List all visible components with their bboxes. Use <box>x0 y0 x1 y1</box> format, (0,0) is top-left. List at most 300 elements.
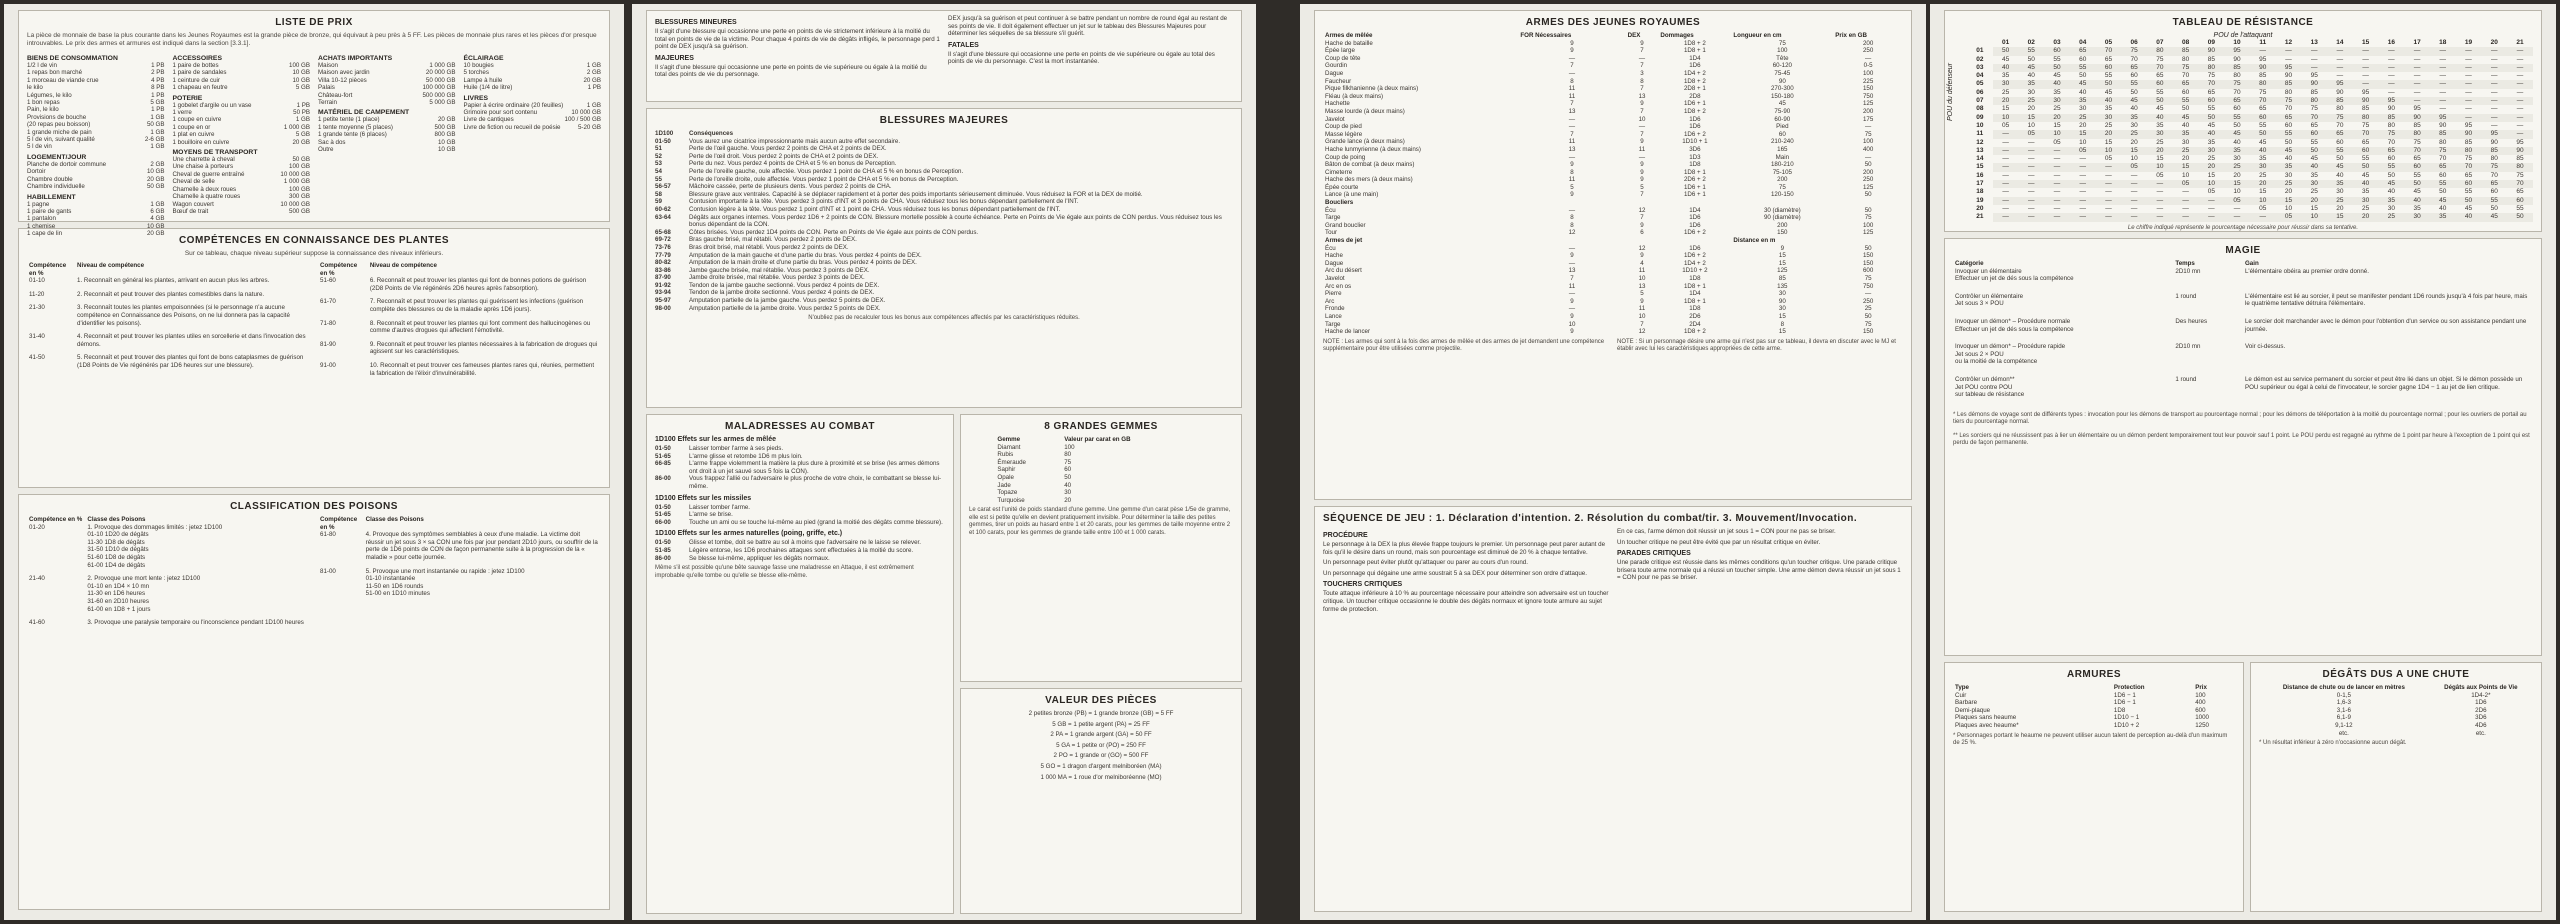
plant-desc <box>368 341 601 362</box>
major-wound-roll: 51 <box>655 145 662 153</box>
plant-row <box>27 333 310 354</box>
resistance-cell: — <box>2481 47 2507 55</box>
price-value: 20 GB <box>292 138 310 146</box>
price-item: (20 repas peu boisson) <box>27 121 91 129</box>
resistance-cell: — <box>2490 88 2498 96</box>
weapons-header-cell: Longueur en cm <box>1733 32 1782 39</box>
price-item: Une chaise à porteurs <box>172 163 234 171</box>
price-item: Terrain <box>318 99 337 107</box>
melee-weapon-row-cell: 1D6 <box>1689 123 1701 131</box>
resistance-cell: — <box>2250 213 2276 221</box>
price-value: 2 GB <box>150 160 165 168</box>
armor-header-cell: Protection <box>2113 684 2145 691</box>
price-row <box>318 139 456 146</box>
poison-subitem: 51-60 1D8 de dégâts <box>87 553 146 561</box>
resistance-cell: 30 <box>2353 197 2379 205</box>
fall-row <box>2259 730 2533 738</box>
price-row <box>464 102 602 109</box>
resistance-cell: — <box>2044 163 2070 171</box>
ranged-weapon-row <box>1323 328 1903 336</box>
resistance-cell: 20 <box>2353 213 2379 221</box>
magic-cell-line: 2D10 mn <box>2175 267 2201 275</box>
melee-weapon-row-cell: 1D4 <box>1689 54 1701 62</box>
resistance-cell: 55 <box>2259 121 2267 129</box>
resistance-cell: — <box>2301 47 2327 55</box>
ranged-weapon-row <box>1323 313 1903 321</box>
melee-weapon-row-cell: Fléau (à deux mains) <box>1325 92 1384 100</box>
ranged-weapon-row-cell: 15 <box>1778 259 1786 267</box>
critical-parries-heading: PARADES CRITIQUES <box>1617 550 1691 558</box>
melee-weapon-row-cell: Main <box>1775 153 1790 161</box>
resistance-cell: 75 <box>2362 121 2370 129</box>
shield-row-cell: 1D6 <box>1689 221 1701 229</box>
resistance-note: Le chiffre indiqué représente le pourcentage nécessaire pour réussir dans sa tentative. <box>2127 224 2359 231</box>
fall-cell: 1D6 <box>2475 699 2487 707</box>
resistance-cell: — <box>2002 155 2009 163</box>
resistance-cell: 60 <box>2456 180 2482 188</box>
ranged-weapon-row-cell: 9 <box>1570 312 1574 320</box>
resistance-cell: 65 <box>2276 114 2302 122</box>
major-wound-row <box>655 176 1233 184</box>
major-wound-roll: 63-64 <box>655 213 671 221</box>
resistance-col-header: 08 <box>2181 39 2190 46</box>
resistance-cell: 75 <box>2379 130 2405 138</box>
resistance-cell: 40 <box>1993 64 2019 72</box>
price-item: 1 paire de bottes <box>172 62 219 69</box>
ranged-weapon-row-cell: — <box>1568 305 1576 313</box>
fumbles-title: MALADRESSES AU COMBAT <box>725 421 875 432</box>
melee-weapon-row-cell: 7 <box>1640 191 1644 199</box>
melee-weapon-row-cell: — <box>1638 123 1646 131</box>
price-row <box>27 143 165 150</box>
resistance-cell: 70 <box>2353 130 2379 138</box>
poison-header-pct: Compétence en % <box>320 516 358 531</box>
resistance-cell: 35 <box>2001 72 2010 80</box>
poison-table-right <box>318 516 601 604</box>
gem-row <box>995 474 1206 482</box>
coins-title: VALEUR DES PIÈCES <box>1045 695 1157 706</box>
resistance-cell: 05 <box>2276 213 2302 221</box>
ranged-weapon-row <box>1323 298 1903 306</box>
melee-weapon-row-cell: 9 <box>1640 138 1644 146</box>
resistance-cell: 25 <box>2310 188 2318 196</box>
resistance-cell: 65 <box>2464 171 2473 179</box>
armor-cell: 1D8 <box>2113 706 2126 714</box>
magic-note-2: ** Les sorciers qui ne réussissent pas à lier un élémentaire ou un démon perdent temporairement tout leur pouvoir sauf 1 point. Le POU perdu est regagné au rythme de 1 point par heure à l'exception de 1 point qui est perdu de façon permanente. <box>1953 432 2530 446</box>
melee-weapon-row-cell: 11 <box>1568 176 1576 184</box>
ranged-weapon-row-cell: 150 <box>1862 259 1874 267</box>
melee-weapon-row-cell: 9 <box>1640 39 1644 47</box>
page-right-1 <box>1300 4 1926 920</box>
major-wound-text: Perte de l'œil gauche. Vous perdez 2 points de CHA et 2 points de DEX. <box>689 145 887 153</box>
resistance-cell: 80 <box>2336 105 2344 113</box>
resistance-cell: 60 <box>2490 188 2498 196</box>
resistance-cell: 15 <box>2224 180 2250 188</box>
resistance-cell: 10 <box>2250 197 2276 205</box>
price-value: 1 000 GB <box>429 62 456 69</box>
fumble-roll: 86-00 <box>655 554 671 562</box>
resistance-cell: — <box>2250 47 2276 55</box>
resistance-cell: 40 <box>2198 130 2224 138</box>
minor-text-2: DEX jusqu'à sa guérison et peut continuer à se battre pendant un nombre de round égal au restant de ses points de vie. Il doit également effectuer un jet sur le tableau des Blessures Majeures pour déterminer les séquelles de sa blessure s'il guérit. <box>948 15 1228 38</box>
resistance-cell: — <box>1993 130 2019 138</box>
price-value: 100 GB <box>289 163 310 171</box>
plant-skills <box>18 228 610 488</box>
resistance-cell: 95 <box>2413 105 2421 113</box>
ranged-weapon-row <box>1323 290 1903 298</box>
resistance-cell: 25 <box>2018 97 2044 105</box>
major-wound-row <box>655 244 1233 252</box>
resistance-cell: — <box>2053 188 2061 196</box>
melee-weapon-row <box>1323 55 1903 63</box>
resistance-cell: 35 <box>2053 88 2061 96</box>
melee-weapon-row <box>1323 138 1903 146</box>
price-item: Chamelle à deux roues <box>172 185 237 193</box>
price-row <box>173 69 311 76</box>
price-item: 1 plat en cuivre <box>172 131 215 139</box>
price-group-heading: HABILLEMENT <box>27 193 76 201</box>
major-wound-row <box>655 145 1233 153</box>
magic <box>1944 238 2542 656</box>
resistance-cell: 60 <box>2130 72 2138 80</box>
melee-weapon-row-cell: Masse lourde (à deux mains) <box>1325 107 1405 115</box>
major-wound-text: Bras droit brisé, mal rétabli. Vous perdez 2 points de DEX. <box>689 243 849 251</box>
armor-cell: 1D6 − 1 <box>2113 691 2136 699</box>
price-item: 1 paire de gants <box>27 207 72 215</box>
shield-row-cell: 12 <box>1638 206 1646 214</box>
resistance-cell: 90 <box>2284 72 2293 80</box>
price-row <box>27 208 165 215</box>
resistance-cell: 30 <box>2336 188 2344 196</box>
price-value: 4 GB <box>150 215 165 223</box>
melee-weapon-row-cell: — <box>1568 54 1576 62</box>
magic-cell-line: Des heures <box>2175 317 2208 325</box>
price-item: Villa 10-12 pièces <box>318 76 367 84</box>
resistance-cell: 40 <box>2250 147 2276 155</box>
shield-row-cell: 9 <box>1640 221 1644 229</box>
melee-weapon-row <box>1323 191 1903 199</box>
major-wound-text: Amputation partielle de la jambe gauche. Vous perdez 5 points de DEX. <box>689 297 886 305</box>
price-list <box>18 10 610 238</box>
ranged-weapon-row-cell: Hache de lancer <box>1325 328 1371 336</box>
fumble-group-heading: 1D100 Effets sur les armes de mêlée <box>655 436 777 443</box>
magic-cell-line: 2D10 mn <box>2175 343 2201 351</box>
melee-weapon-row-cell: 11 <box>1568 92 1576 100</box>
resistance-cell: 55 <box>2379 163 2405 171</box>
melee-weapon-row-cell: — <box>1865 153 1872 161</box>
resistance-cell: 05 <box>2224 197 2250 205</box>
price-item: 1/2 l de vin <box>27 62 57 69</box>
melee-weapon-row-cell: 9 <box>1570 47 1574 55</box>
poison-pct: 01-20 <box>29 523 45 531</box>
poison-desc <box>364 568 601 604</box>
resistance-cell: 70 <box>2096 47 2122 55</box>
price-row <box>318 92 456 99</box>
price-item: Dortoir <box>27 168 46 176</box>
resistance-attacker-label: POU de l'attaquant <box>2213 32 2273 39</box>
ranged-weapon-row-cell: Dague <box>1325 259 1344 267</box>
resistance-cell: — <box>2404 80 2430 88</box>
resistance-cell: — <box>2516 105 2524 113</box>
major-wound-row <box>655 267 1233 275</box>
resistance-row-header: 01 <box>1976 47 1984 55</box>
magic-cell-line: Jet sous 2 × POU <box>1955 350 2004 358</box>
resistance-cell: 05 <box>2018 130 2044 138</box>
major-wound-roll: 60-62 <box>655 205 671 213</box>
price-value: 500 000 GB <box>422 91 456 99</box>
resistance-cell: 30 <box>2147 130 2173 138</box>
price-value: 1 GB <box>150 143 165 151</box>
resistance-cell: 75 <box>2481 163 2507 171</box>
falls-header-cell: Distance de chute ou de lancer en mètres <box>2282 684 2405 691</box>
melee-weapon-row <box>1323 78 1903 86</box>
magic-cell <box>2243 343 2533 376</box>
fumble-row <box>655 519 945 527</box>
price-value: 1 000 GB <box>283 178 310 186</box>
poison-text: 5. Provoque une mort instantanée ou rapide : jetez 1D100 <box>365 567 525 575</box>
major-head-cons: Conséquences <box>689 130 734 137</box>
resistance-cell: — <box>2018 147 2044 155</box>
fall-cell: 3D6 <box>2475 714 2487 722</box>
resistance-cell: 95 <box>2516 138 2524 146</box>
resistance-row-header: 20 <box>1976 204 1984 212</box>
resistance-cell: — <box>2379 80 2405 88</box>
resistance-cell: 75 <box>2430 147 2456 155</box>
price-list-title: LISTE DE PRIX <box>275 17 353 28</box>
resistance-cell: 25 <box>2053 105 2061 113</box>
shield-row-cell: 125 <box>1862 229 1874 237</box>
resistance-row <box>1967 130 2533 138</box>
magic-row <box>1953 376 2533 409</box>
melee-weapon-row-cell: Gourdin <box>1325 62 1348 70</box>
resistance-row-header: 16 <box>1976 171 1984 179</box>
poison-header-level: Classe des Poisons <box>365 516 424 523</box>
price-item: le kilo <box>27 84 43 92</box>
resistance-col-header: 07 <box>2156 39 2164 46</box>
resistance-cell: 60 <box>2301 130 2327 138</box>
resistance-cell: — <box>2002 188 2009 196</box>
resistance-cell: 10 <box>2130 155 2138 163</box>
resistance-cell: 45 <box>2379 180 2405 188</box>
magic-cell <box>2173 318 2243 343</box>
resistance-row-header: 14 <box>1976 155 1984 163</box>
resistance-row-header: 09 <box>1976 113 1984 121</box>
major-wound-roll: 53 <box>655 160 662 168</box>
magic-cell <box>2243 318 2533 343</box>
magic-note-1: * Les démons de voyage sont de différents types : invocation pour les démons de transport au pourcentage normal ; pour les démons de téléportation à la moitié du pourcentage normal ; pour les ouvriers de portail au tiers du pourcentage normal. <box>1953 411 2527 426</box>
ranged-weapon-row <box>1323 275 1903 283</box>
melee-weapon-row-cell: Hache lunmyrienne (à deux mains) <box>1325 145 1421 153</box>
armor-cell: Cuir <box>1955 691 1967 699</box>
resistance-cell: — <box>2044 180 2070 188</box>
poison-subitem: 61-00 en 1D8 + 1 jours <box>87 605 151 613</box>
ranged-weapon-row-cell: 125 <box>1777 267 1788 275</box>
melee-weapon-row-cell: 210-240 <box>1770 138 1794 146</box>
resistance-cell: 15 <box>2327 213 2353 221</box>
plant-row <box>318 362 601 383</box>
armor-cell: 100 <box>2195 691 2206 699</box>
price-row <box>173 116 311 123</box>
combat-fumbles <box>646 414 954 914</box>
melee-weapon-row-cell: 45 <box>1778 100 1786 108</box>
fumble-roll: 51-65 <box>655 511 671 519</box>
resistance-cell: 20 <box>2130 138 2138 146</box>
plant-pct: 71-80 <box>320 319 336 327</box>
melee-weapon-row-cell: 9 <box>1640 100 1644 108</box>
resistance-cell: 35 <box>2430 213 2456 221</box>
melee-weapon-row-cell: Épée courte <box>1325 183 1359 191</box>
resistance-cell: 45 <box>2104 88 2113 96</box>
resistance-row <box>1967 47 2533 55</box>
armor-header-cell: Prix <box>2195 684 2207 691</box>
melee-weapon-row-cell: 7 <box>1570 62 1574 70</box>
armor-cell: 1D6 − 1 <box>2113 699 2136 707</box>
armor-row <box>1953 714 2235 722</box>
price-value: 20 000 GB <box>425 69 456 77</box>
fatal-text: Il s'agit d'une blessure qui occasionne une perte en points de vie supérieure ou égale au total des points de vie du personnage. C'est la mort instantanée. <box>948 50 1215 66</box>
resistance-cell: — <box>2147 213 2173 221</box>
shield-row-cell: 75 <box>1864 214 1872 222</box>
major-wound-roll: 77-79 <box>655 251 671 259</box>
coin-line: 5 GA = 1 petite or (PO) = 250 FF <box>1056 741 1146 749</box>
resistance-cell: — <box>2336 55 2344 63</box>
price-value: 2 PB <box>151 69 165 77</box>
price-row <box>173 163 311 170</box>
major-wounds-title: BLESSURES MAJEURES <box>879 115 1009 126</box>
resistance-cell: 30 <box>2387 204 2395 212</box>
resistance-cell: 70 <box>2387 138 2395 146</box>
resistance-cell: 75 <box>2413 138 2421 146</box>
resistance-cell: 75 <box>2310 105 2318 113</box>
price-row <box>464 69 602 76</box>
plant-skills-title: COMPÉTENCES EN CONNAISSANCE DES PLANTES <box>178 235 450 246</box>
resistance-cell: 70 <box>2130 55 2138 63</box>
resistance-cell: 45 <box>2207 121 2215 129</box>
price-item: Huile (1/4 de litre) <box>463 84 513 92</box>
melee-weapon-row-cell: 8 <box>1570 168 1574 176</box>
resistance-cell: — <box>2430 64 2456 72</box>
ranged-weapon-row-cell: 75 <box>1864 320 1872 328</box>
resistance-cell: — <box>2439 72 2447 80</box>
price-row <box>27 183 165 190</box>
falls-header-cell: Dégâts aux Points de Vie <box>2444 684 2518 691</box>
price-item: 1 gobelet d'argile ou un vase <box>172 101 252 109</box>
resistance-cell: — <box>2430 97 2456 105</box>
ranged-weapon-row-cell: — <box>1568 290 1576 298</box>
resistance-cell: 45 <box>2121 97 2147 105</box>
fumble-text: Glisse et tombe, doit se battre au sol à moins que l'adversaire ne le laisse se relever. <box>689 539 921 547</box>
resistance-row-header: 04 <box>1976 72 1984 80</box>
major-wound-row <box>655 229 1233 237</box>
major-wound-roll: 80-82 <box>655 259 671 267</box>
fall-row <box>2259 692 2533 700</box>
resistance-cell: 75 <box>2464 155 2473 163</box>
resistance-cell: — <box>2439 88 2447 96</box>
price-column <box>464 52 602 238</box>
resistance-cell: 85 <box>2413 121 2421 129</box>
melee-weapon-row-cell: 750 <box>1862 92 1874 100</box>
ranged-weapon-row <box>1323 305 1903 313</box>
armor-cell: 400 <box>2195 699 2206 707</box>
resistance-cell: 30 <box>2044 97 2070 105</box>
melee-weapon-row-cell: 150-180 <box>1770 92 1794 100</box>
price-item: 1 ceinture de cuir <box>172 76 220 84</box>
magic-cell-line: Contrôler un démon** <box>1955 375 2015 383</box>
melee-weapon-row-cell: 1D6 <box>1689 115 1701 123</box>
price-value: 20 GB <box>146 230 165 238</box>
gem-row <box>995 459 1206 467</box>
resistance-cell: — <box>2198 213 2224 221</box>
fall-cell: 2D6 <box>2475 706 2487 714</box>
melee-weapon-row-cell: 100 <box>1777 47 1788 55</box>
fumble-roll: 51-65 <box>655 452 671 460</box>
resistance-cell: 40 <box>2336 171 2344 179</box>
ranged-weapon-row-cell: 15 <box>1778 328 1786 336</box>
resistance-cell: — <box>2507 64 2533 72</box>
resistance-cell: 25 <box>2173 147 2199 155</box>
ranged-weapon-row-cell: Écu <box>1325 244 1336 252</box>
resistance-cell: 55 <box>2070 64 2096 72</box>
price-row <box>318 116 456 123</box>
resistance-cell: 05 <box>2156 171 2164 179</box>
resistance-row-header: 08 <box>1976 105 1984 113</box>
price-value: 1 GB <box>150 200 165 208</box>
weapons-header-cell: FOR Nécessaires <box>1520 32 1572 39</box>
fumble-text: Laisser tomber l'arme. <box>689 503 751 511</box>
ranged-weapon-row-cell: 135 <box>1777 282 1788 290</box>
melee-weapon-row-cell: 1D6 + 1 <box>1683 183 1706 191</box>
resistance-cell: — <box>1993 147 2019 155</box>
resistance-cell: — <box>2439 105 2447 113</box>
resistance-cell: 35 <box>2362 188 2370 196</box>
major-text: Il s'agit d'une blessure qui occasionne une perte en points de vie supérieure ou égale à la moitié du total des points de vie du personnage. <box>655 63 927 79</box>
resistance-cell: 80 <box>2181 55 2190 63</box>
ranged-weapon-row-cell: 50 <box>1864 312 1872 320</box>
resistance-cell: 65 <box>2104 55 2113 63</box>
magic-cell <box>2173 293 2243 318</box>
melee-weapon-row-cell: 1D8 + 2 <box>1683 107 1706 115</box>
price-value: 50 PB <box>293 109 310 117</box>
resistance-col-header: 17 <box>2413 39 2421 46</box>
melee-weapon-row-cell: 13 <box>1568 145 1576 153</box>
major-wound-text: Amputation partielle de la jambe droite. Vous perdez 5 points de DEX. <box>689 304 881 312</box>
resistance-row <box>1967 172 2533 180</box>
shield-row-cell: Tour <box>1325 229 1338 237</box>
magic-cell-line: Invoquer un démon* – Procédure rapide <box>1955 343 2066 351</box>
price-row <box>173 178 311 185</box>
gem-row <box>995 482 1206 490</box>
gem-value: 30 <box>1064 489 1072 497</box>
resistance-cell: 65 <box>2430 163 2456 171</box>
melee-weapon-row-cell: 100 <box>1862 138 1874 146</box>
fall-cell: etc. <box>2475 729 2486 737</box>
minor-wounds <box>646 10 1242 102</box>
resistance-cell: 85 <box>2173 47 2199 55</box>
resistance-cell: 60 <box>2181 88 2190 96</box>
price-item: 1 petite tente (1 place) <box>318 116 380 124</box>
major-wound-text: Contusion légère à la tête. Vous perdez 1 point d'INT et 1 point de CHA. Vous réduisez tous les bonus dépendant partiellement de l'INT. <box>689 205 1061 213</box>
minor-title: BLESSURES MINEURES <box>655 19 737 26</box>
ranged-weapon-row-cell: 1D10 + 2 <box>1682 267 1708 275</box>
resistance-cell: — <box>2121 213 2147 221</box>
resistance-grid <box>1967 39 2533 222</box>
major-wound-roll: 69-72 <box>655 236 671 244</box>
ranged-weapon-row-cell: 90 <box>1778 297 1786 305</box>
price-item: 1 grande tente (6 places) <box>318 131 387 139</box>
melee-weapon-row-cell: — <box>1638 153 1646 161</box>
resistance-cell: — <box>2028 171 2035 179</box>
magic-row <box>1953 293 2533 318</box>
